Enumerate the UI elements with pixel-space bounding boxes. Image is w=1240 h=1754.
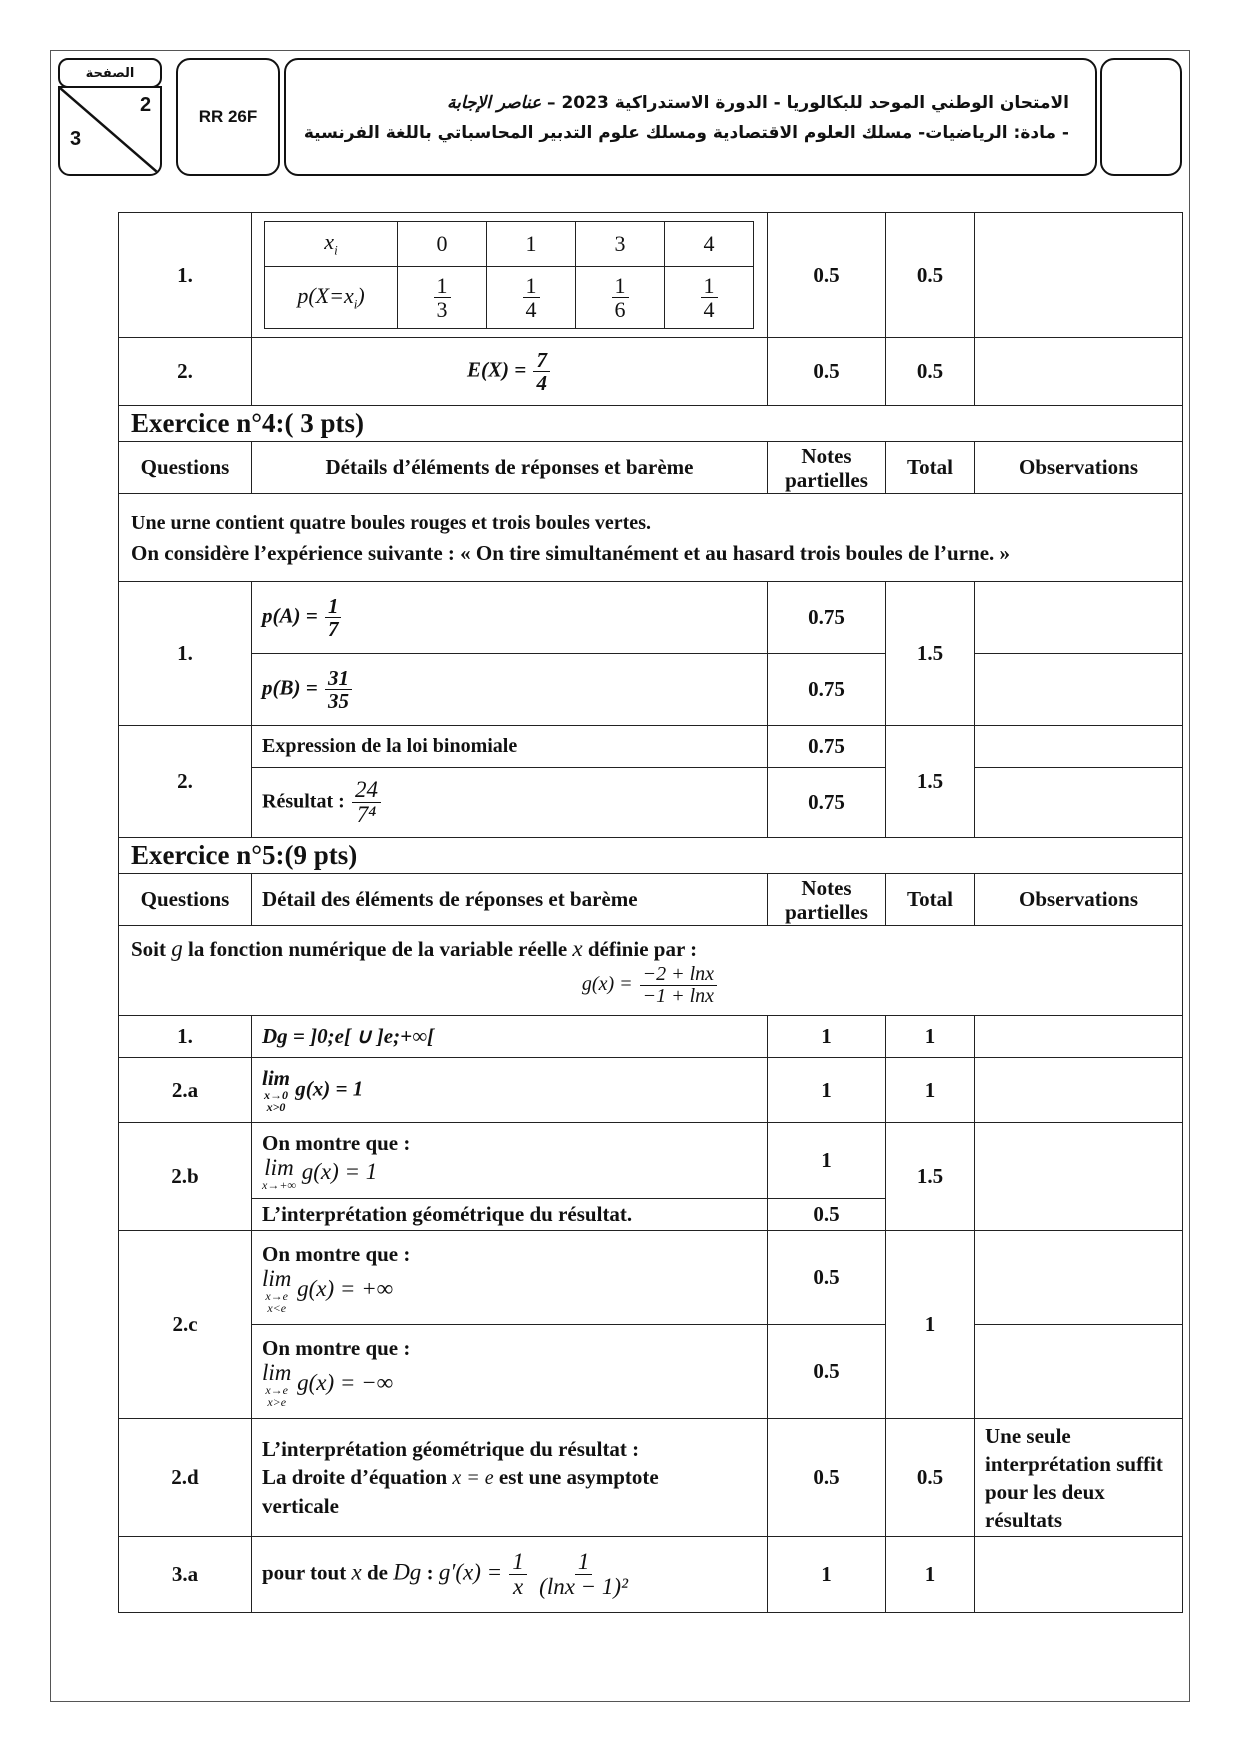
- observation-cell: [975, 1537, 1183, 1613]
- total-score: 0.5: [886, 338, 975, 406]
- column-header: Questions: [119, 442, 252, 494]
- column-header: Total: [886, 442, 975, 494]
- column-header: Détail des éléments de réponses et barème: [252, 874, 768, 926]
- ex4-intro-row: [119, 494, 1183, 582]
- ex5-row-q2c-2: [119, 1325, 1183, 1419]
- observation-cell: [975, 338, 1183, 406]
- ex5-row-q2a: [119, 1058, 1183, 1123]
- ex5-row-q3a: [119, 1537, 1183, 1613]
- question-number: 2.d: [119, 1419, 252, 1537]
- question-number: 1.: [119, 1016, 252, 1058]
- ex3-row-q1: [119, 213, 1183, 338]
- total-score: 1: [886, 1537, 975, 1613]
- observation-cell: [975, 213, 1183, 338]
- total-score: 1: [886, 1016, 975, 1058]
- exercise-title: Exercice n°4:( 3 pts): [119, 406, 1183, 442]
- question-number: 2.b: [119, 1123, 252, 1231]
- xi-value: 4: [665, 222, 754, 267]
- observation-cell: [975, 1016, 1183, 1058]
- probability-law-table: [264, 221, 754, 329]
- ex5-intro-line: Soit g la fonction numérique de la variable réelle x définie par :: [131, 936, 698, 961]
- binomial-result: Résultat : $\frac{24}{\text{7⁴}}$: [252, 768, 768, 838]
- observation-note: Une seule interprétation suffit pour les deux résultats: [975, 1419, 1183, 1537]
- column-header: Notes partielles: [768, 442, 886, 494]
- ex4-row-q2a: [119, 726, 1183, 768]
- total-score: 1.5: [886, 582, 975, 726]
- partial-score: 1: [768, 1123, 886, 1199]
- column-header: Observations: [975, 442, 1183, 494]
- ex3-row-q2: [119, 338, 1183, 406]
- ex5-row-q1: [119, 1016, 1183, 1058]
- limit-formula: lim x→e x<e g(x) = +∞: [262, 1265, 394, 1315]
- exam-code: RR 26F: [198, 107, 258, 126]
- page-number-box: [58, 86, 162, 176]
- column-header: Notes partielles: [768, 874, 886, 926]
- expectation-formula: E(X) = $\frac{7}{4}$: [252, 338, 768, 406]
- partial-score: 0.75: [768, 582, 886, 654]
- column-header: Observations: [975, 874, 1183, 926]
- partial-score: 1: [768, 1016, 886, 1058]
- ex5-row-q2d: [119, 1419, 1183, 1537]
- ex4-intro-line2: On considère l’expérience suivante : « On tire simultanément et au hasard trois boules de l’urne. »: [131, 540, 1011, 565]
- ex4-row-q2b: [119, 768, 1183, 838]
- partial-score: 0.5: [768, 1419, 886, 1537]
- interpretation-title: L’interprétation géométrique du résultat :: [262, 1437, 640, 1461]
- partial-score: 0.5: [768, 338, 886, 406]
- partial-score: 0.5: [768, 1199, 886, 1231]
- observation-cell: [975, 1325, 1183, 1419]
- exam-title-line2: - مادة: الرياضيات- مسلك العلوم الاقتصادية ومسلك علوم التدبير المحاسباتي باللغة الفرنسية: [303, 123, 1069, 143]
- column-header: Total: [886, 874, 975, 926]
- total-score: 1.5: [886, 726, 975, 838]
- question-number: 2.: [119, 338, 252, 406]
- partial-score: 1: [768, 1537, 886, 1613]
- asymptote-text: La droite d’équation x = e est une asymptote: [262, 1465, 659, 1489]
- limit-formula: lim x→+∞ g(x) = 1: [262, 1154, 378, 1192]
- exercise-title: Exercice n°5:(9 pts): [119, 838, 1183, 874]
- partial-score: 0.5: [768, 1325, 886, 1419]
- partial-score: 0.5: [768, 1231, 886, 1325]
- exam-title-box: [284, 58, 1097, 176]
- grading-table: [118, 212, 1183, 1613]
- ex5-header-row: [119, 874, 1183, 926]
- ex4-intro-line1: Une urne contient quatre boules rouges et trois boules vertes.: [131, 511, 651, 534]
- prob-fraction: $\frac{1}{3}$: [434, 274, 451, 321]
- observation-cell: [975, 1058, 1183, 1123]
- observation-cell: [975, 654, 1183, 726]
- partial-score: 0.5: [768, 213, 886, 338]
- header-pxi: $p(X=x_i)$: [265, 267, 398, 329]
- ex4-header-row: [119, 442, 1183, 494]
- partial-score: 1: [768, 1058, 886, 1123]
- page-total: 3: [70, 128, 82, 150]
- binomial-expression: Expression de la loi binomiale: [252, 726, 768, 768]
- header-empty-box: [1100, 58, 1182, 176]
- column-header: Questions: [119, 874, 252, 926]
- question-number: 3.a: [119, 1537, 252, 1613]
- observation-cell: [975, 582, 1183, 654]
- total-score: 1: [886, 1231, 975, 1419]
- xi-value: 1: [487, 222, 576, 267]
- prob-b-formula: p(B) = $\frac{31}{35}$: [252, 654, 768, 726]
- prob-a-formula: p(A) = $\frac{1}{7}$: [252, 582, 768, 654]
- derivative-formula: pour tout x de Dg : g′(x) = $\frac{1}{x}$ $\frac{1}{\text{(lnx − 1)²}}$: [252, 1537, 768, 1613]
- limit-formula: lim x→0 x>0 g(x) = 1: [252, 1058, 768, 1123]
- xi-value: 0: [398, 222, 487, 267]
- g-definition: g(x) = $\frac{-2 + \ln x}{-1 + \ln x}$: [131, 964, 1170, 1007]
- question-number: 2.: [119, 726, 252, 838]
- question-number: 1.: [119, 213, 252, 338]
- ex5-row-q2b-1: [119, 1123, 1183, 1199]
- limit-formula: lim x→e x>e g(x) = −∞: [262, 1359, 394, 1409]
- observation-cell: [975, 726, 1183, 768]
- show-label: On montre que :: [262, 1241, 411, 1266]
- total-score: 0.5: [886, 1419, 975, 1537]
- prob-fraction: $\frac{1}{6}$: [612, 274, 629, 321]
- ex4-title-row: [119, 406, 1183, 442]
- exam-code-box: [176, 58, 280, 176]
- question-number: 1.: [119, 582, 252, 726]
- total-score: 1: [886, 1058, 975, 1123]
- xi-value: 3: [576, 222, 665, 267]
- prob-fraction: $\frac{1}{4}$: [523, 274, 540, 321]
- domain-formula: Dg = ]0;e[ ∪ ]e;+∞[: [252, 1016, 768, 1058]
- interpretation-text: L’interprétation géométrique du résultat.: [252, 1199, 768, 1231]
- ex4-row-q1a: [119, 582, 1183, 654]
- ex5-intro-row: [119, 926, 1183, 1016]
- question-number: 2.c: [119, 1231, 252, 1419]
- observation-cell: [975, 768, 1183, 838]
- observation-cell: [975, 1231, 1183, 1325]
- page-label: الصفحة: [85, 65, 135, 81]
- ex4-row-q1b: [119, 654, 1183, 726]
- prob-fraction: $\frac{1}{4}$: [701, 274, 718, 321]
- partial-score: 0.75: [768, 654, 886, 726]
- ex5-title-row: [119, 838, 1183, 874]
- answers-label: عناصر الإجابة: [446, 93, 542, 113]
- partial-score: 0.75: [768, 768, 886, 838]
- asymptote-text-end: verticale: [262, 1494, 339, 1518]
- question-number: 2.a: [119, 1058, 252, 1123]
- total-score: 0.5: [886, 213, 975, 338]
- page-current: 2: [140, 94, 152, 116]
- column-header: Détails d’éléments de réponses et barème: [252, 442, 768, 494]
- partial-score: 0.75: [768, 726, 886, 768]
- total-score: 1.5: [886, 1123, 975, 1231]
- show-label: On montre que :: [262, 1130, 411, 1155]
- show-label: On montre que :: [262, 1335, 411, 1360]
- ex5-row-q2c-1: [119, 1231, 1183, 1325]
- observation-cell: [975, 1123, 1183, 1231]
- page-label-tab: [58, 58, 162, 88]
- exam-title-line1: الامتحان الوطني الموحد للبكالوريا - الدورة الاستدراكية 2023 – عناصر الإجابة: [446, 93, 1069, 113]
- header-xi: $x_i$: [265, 222, 398, 267]
